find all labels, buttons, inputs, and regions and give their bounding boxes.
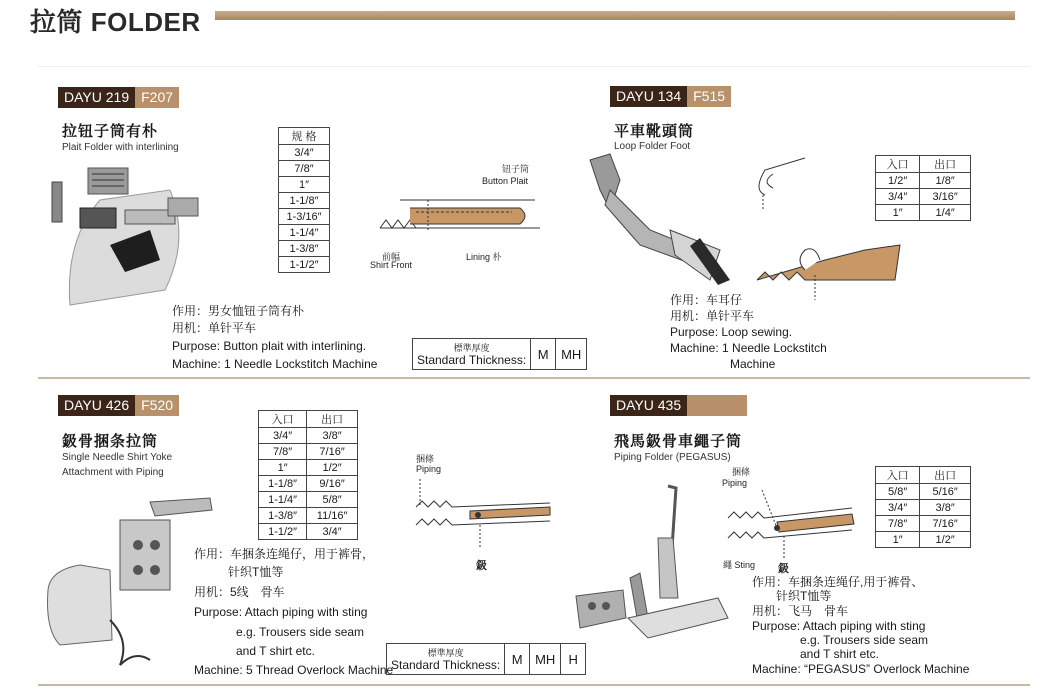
p1-spec-cell: 1-1/4″ <box>279 225 330 241</box>
p1-badge <box>58 87 179 108</box>
p1-label-shirt-front: Shirt Front <box>370 260 413 270</box>
p4-product-photo <box>568 478 738 658</box>
p1-purpose: Purpose: Button plait with interlining. <box>172 339 367 353</box>
p3-cell: 5/8″ <box>307 492 358 508</box>
p4-code <box>687 395 747 416</box>
p2-product-photo <box>580 150 750 290</box>
p1-spec-cell: 1-1/8″ <box>279 193 330 209</box>
p1-label-button-plait: Button Plait <box>482 176 529 186</box>
p1-spec-cell: 1-3/16″ <box>279 209 330 225</box>
p1-machine-cn: 用机：单针平车 <box>172 321 257 335</box>
p2-model: DAYU 134 <box>610 86 687 107</box>
p2-name-en: Loop Folder Foot <box>614 141 691 152</box>
p2-machine-2: Machine <box>730 357 776 371</box>
p2-name-cn: 平車靴頭筒 <box>614 123 695 140</box>
p4-label-bottom: 鈒 <box>778 563 789 575</box>
p3-model: DAYU 426 <box>58 395 135 416</box>
p2-col-in: 入口 <box>876 156 920 173</box>
p4-name-en: Piping Folder (PEGASUS) <box>614 452 731 463</box>
p3-thickness-en: Standard Thickness: <box>391 658 501 672</box>
p3-name-en-1: Single Needle Shirt Yoke <box>62 452 173 463</box>
p1-label-shirt-front-cn: 前幅 <box>382 252 401 262</box>
p4-label-piping: Piping <box>722 478 748 488</box>
p1-thickness-box <box>412 338 587 370</box>
p1-thickness-en: Standard Thickness: <box>417 353 527 367</box>
p3-cell: 3/4″ <box>307 524 358 540</box>
p3-machine: Machine: 5 Thread Overlock Machine <box>194 663 394 677</box>
p3-label-piping-cn: 捆條 <box>416 454 435 464</box>
p4-model: DAYU 435 <box>610 395 687 416</box>
p4-col-out: 出口 <box>920 467 971 484</box>
p2-spec-table <box>875 155 971 221</box>
p1-spec-cell: 1-1/2″ <box>279 257 330 273</box>
p3-cell: 11/16″ <box>307 508 358 524</box>
p1-name-cn: 拉钮子筒有朴 <box>62 123 159 140</box>
p4-badge <box>610 395 747 416</box>
p1-spec-header: 规 格 <box>279 128 330 145</box>
p3-code: F520 <box>135 395 179 416</box>
p4-cell: 3/4″ <box>876 500 920 516</box>
p4-purpose-1: Purpose: Attach piping with sting <box>752 619 926 633</box>
p3-purpose-1: Purpose: Attach piping with sting <box>194 605 368 619</box>
p1-thickness-mh: MH <box>561 346 582 362</box>
p1-model: DAYU 219 <box>58 87 135 108</box>
p1-spec-cell: 1″ <box>279 177 330 193</box>
p4-machine: Machine: “PEGASUS” Overlock Machine <box>752 662 970 676</box>
p4-cell: 1/2″ <box>920 532 971 548</box>
p3-purpose-2: e.g. Trousers side seam <box>236 625 365 639</box>
p2-col-out: 出口 <box>920 156 971 173</box>
p3-cell: 1-1/8″ <box>259 476 307 492</box>
p1-spec-cell: 7/8″ <box>279 161 330 177</box>
p2-machine: Machine: 1 Needle Lockstitch <box>670 341 827 355</box>
p3-cell: 3/4″ <box>259 428 307 444</box>
p4-use-cn-1: 作用：车捆条连绳仔,用于裤骨、 <box>752 575 924 589</box>
p4-cell: 1″ <box>876 532 920 548</box>
p4-label-sting: 繩 Sting <box>723 560 756 570</box>
p4-purpose-3: and T shirt etc. <box>800 647 879 661</box>
p1-spec-cell: 1-3/8″ <box>279 241 330 257</box>
p1-name-en: Plait Folder with interlining <box>62 142 179 153</box>
p3-name-cn: 鈒骨捆条拉筒 <box>62 433 159 450</box>
p4-label-piping-cn: 捆條 <box>732 467 751 477</box>
p3-product-photo <box>40 490 220 670</box>
p1-fold-diagram <box>370 180 550 250</box>
middle-divider <box>38 377 1030 379</box>
p3-col-out: 出口 <box>307 411 358 428</box>
p2-cell: 1/8″ <box>920 173 971 189</box>
p1-spec-cell: 3/4″ <box>279 145 330 161</box>
p4-purpose-2: e.g. Trousers side seam <box>800 633 929 647</box>
p4-cell: 5/16″ <box>920 484 971 500</box>
p4-cell: 7/8″ <box>876 516 920 532</box>
p4-cell: 5/8″ <box>876 484 920 500</box>
p1-spec-table <box>278 127 330 273</box>
p3-spec-table <box>258 410 358 540</box>
p4-cell: 3/8″ <box>920 500 971 516</box>
p3-col-in: 入口 <box>259 411 307 428</box>
p3-piping-diagram <box>410 475 560 565</box>
p4-spec-table <box>875 466 971 548</box>
p3-cell: 7/8″ <box>259 444 307 460</box>
p3-use-cn-2: 针织T恤等 <box>228 565 284 579</box>
p2-cell: 3/16″ <box>920 189 971 205</box>
p1-label-button-plait-cn: 钮子筒 <box>502 164 530 174</box>
p3-purpose-3: and T shirt etc. <box>236 644 315 658</box>
p3-cell: 9/16″ <box>307 476 358 492</box>
p2-cell: 1/2″ <box>876 173 920 189</box>
p3-thickness-box <box>386 643 586 675</box>
p1-thickness-m: M <box>531 339 556 369</box>
p3-cell: 7/16″ <box>307 444 358 460</box>
p1-thickness-cn: 標準厚度 <box>453 343 490 353</box>
p1-use-cn: 作用：男女恤钮子筒有朴 <box>172 304 305 318</box>
p3-thickness-m: M <box>505 644 530 674</box>
p3-cell: 1-3/8″ <box>259 508 307 524</box>
p3-badge <box>58 395 179 416</box>
p3-use-cn-1: 作用：车捆条连绳仔，用于裤骨， <box>194 547 375 561</box>
p4-cell: 7/16″ <box>920 516 971 532</box>
p3-cell: 1-1/2″ <box>259 524 307 540</box>
p3-cell: 3/8″ <box>307 428 358 444</box>
p2-use-cn: 作用：车耳仔 <box>670 293 743 307</box>
p3-label-bottom: 鈒 <box>476 560 487 572</box>
p4-col-in: 入口 <box>876 467 920 484</box>
p1-machine: Machine: 1 Needle Lockstitch Machine <box>172 357 378 371</box>
p2-cell: 3/4″ <box>876 189 920 205</box>
p2-purpose: Purpose: Loop sewing. <box>670 325 793 339</box>
p1-code: F207 <box>135 87 179 108</box>
p3-thickness-label <box>387 644 505 674</box>
p2-cell: 1/4″ <box>920 205 971 221</box>
p4-name-cn: 飛馬鈒骨車繩子筒 <box>614 433 743 450</box>
p3-thickness-cn: 標準厚度 <box>427 648 464 658</box>
p3-name-en-2: Attachment with Piping <box>62 467 164 478</box>
p4-piping-diagram <box>722 488 872 568</box>
page-title: 拉筒 FOLDER <box>30 7 201 37</box>
p4-machine-cn: 用机：飞马 骨车 <box>752 604 849 618</box>
p2-code: F515 <box>687 86 731 107</box>
top-divider <box>38 66 1030 67</box>
p4-use-cn-2: 针织T恤等 <box>776 589 832 603</box>
p2-cell: 1″ <box>876 205 920 221</box>
p3-cell: 1-1/4″ <box>259 492 307 508</box>
header-bar <box>215 11 1015 20</box>
p3-thickness-mh: MH <box>530 644 561 674</box>
p2-machine-cn: 用机：单针平车 <box>670 309 755 323</box>
p3-cell: 1/2″ <box>307 460 358 476</box>
bottom-divider <box>38 684 1030 686</box>
p3-thickness-h: H <box>568 651 578 667</box>
p1-label-lining: Lining 朴 <box>466 252 502 262</box>
p1-thickness-label <box>413 339 531 369</box>
p3-cell: 1″ <box>259 460 307 476</box>
p3-label-piping: Piping <box>416 464 442 474</box>
p2-badge <box>610 86 731 107</box>
p3-machine-cn: 用机：5线 骨车 <box>194 585 285 599</box>
